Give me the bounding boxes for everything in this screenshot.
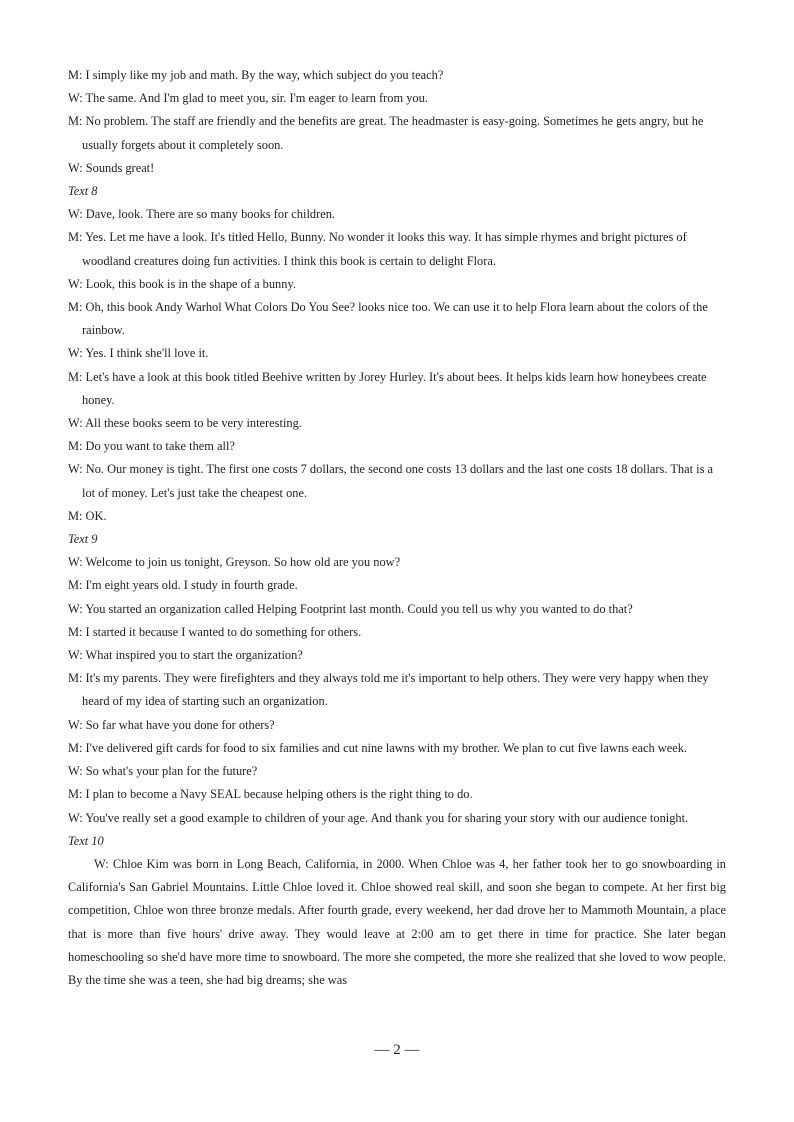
dialogue-line: W: All these books seem to be very interesting.	[68, 416, 302, 431]
dialogue-line: W: The same. And I'm glad to meet you, sir. I'm eager to learn from you.	[68, 91, 428, 106]
dialogue-line: W: You started an organization called Helping Footprint last month. Could you tell us why you wanted to do that?	[68, 601, 633, 616]
dialogue-line: M: No problem. The staff are friendly and the benefits are great. The headmaster is easy-going. Sometimes he gets angry, but he usually forgets about it completely soon.	[68, 114, 704, 152]
dialogue-line: M: I started it because I wanted to do something for others.	[68, 624, 362, 639]
dialogue-line: W: Yes. I think she'll love it.	[68, 346, 209, 361]
dialogue-line: M: It's my parents. They were firefighters and they always told me it's important to help others. They were very happy when they heard of my idea of starting such an organization.	[68, 671, 709, 709]
dialogue-line: M: Do you want to take them all?	[68, 439, 235, 454]
dialogue-line: M: Oh, this book Andy Warhol What Colors Do You See? looks nice too. We can use it to help Flora learn about the colors of the rainbow.	[68, 300, 708, 338]
section-heading: Text 9	[68, 532, 98, 547]
transcript-body	[68, 64, 726, 992]
dialogue-line: W: You've really set a good example to children of your age. And thank you for sharing your story with our audience tonight.	[68, 810, 689, 825]
dialogue-line: M: Yes. Let me have a look. It's titled Hello, Bunny. No wonder it looks this way. It has simple rhymes and bright pictures of woodland creatures doing fun activities. I think this book is certain to delight Flora.	[68, 230, 687, 268]
dialogue-line: W: Welcome to join us tonight, Greyson. So how old are you now?	[68, 555, 401, 570]
dialogue-line: M: I plan to become a Navy SEAL because helping others is the right thing to do.	[68, 787, 473, 802]
dialogue-line: W: So what's your plan for the future?	[68, 764, 258, 779]
dialogue-line: W: Sounds great!	[68, 160, 155, 175]
dialogue-line: W: So far what have you done for others?	[68, 717, 275, 732]
dialogue-line: W: Look, this book is in the shape of a bunny.	[68, 276, 296, 291]
dialogue-line: M: Let's have a look at this book titled Beehive written by Jorey Hurley. It's about bees. It helps kids learn how honeybees create honey.	[68, 369, 707, 407]
dialogue-line: W: No. Our money is tight. The first one costs 7 dollars, the second one costs 13 dollars and the last one costs 18 dollars. That is a lot of money. Let's just take the cheapest one.	[68, 462, 714, 500]
dialogue-line: M: I'm eight years old. I study in fourth grade.	[68, 578, 298, 593]
page-number: — 2 —	[374, 1042, 420, 1058]
dialogue-line: W: Dave, look. There are so many books for children.	[68, 207, 336, 222]
dialogue-line: M: OK.	[68, 508, 107, 523]
monologue-paragraph: W: Chloe Kim was born in Long Beach, California, in 2000. When Chloe was 4, her father took her to go snowboarding in California's San Gabriel Mountains. Little Chloe loved it. Chloe showed real skill, and soon she began to compete. At her first big competition, Chloe won three bronze medals. After fourth grade, every weekend, her dad drove her to Mammoth Mountain, a place that is more than five hours' drive away. They would leave at 2:00 am to get there in time for practice. She later began homeschooling so she'd have more time to snowboard. The more she competed, the more she realized that she loved to wow people. By the time she was a teen, she had big dreams; she was	[68, 856, 726, 987]
dialogue-line: M: I've delivered gift cards for food to six families and cut nine lawns with my brother. We plan to cut five lawns each week.	[68, 740, 687, 755]
dialogue-line: W: What inspired you to start the organization?	[68, 648, 303, 663]
section-heading: Text 8	[68, 184, 98, 199]
dialogue-line: M: I simply like my job and math. By the way, which subject do you teach?	[68, 68, 444, 82]
section-heading: Text 10	[68, 833, 104, 848]
